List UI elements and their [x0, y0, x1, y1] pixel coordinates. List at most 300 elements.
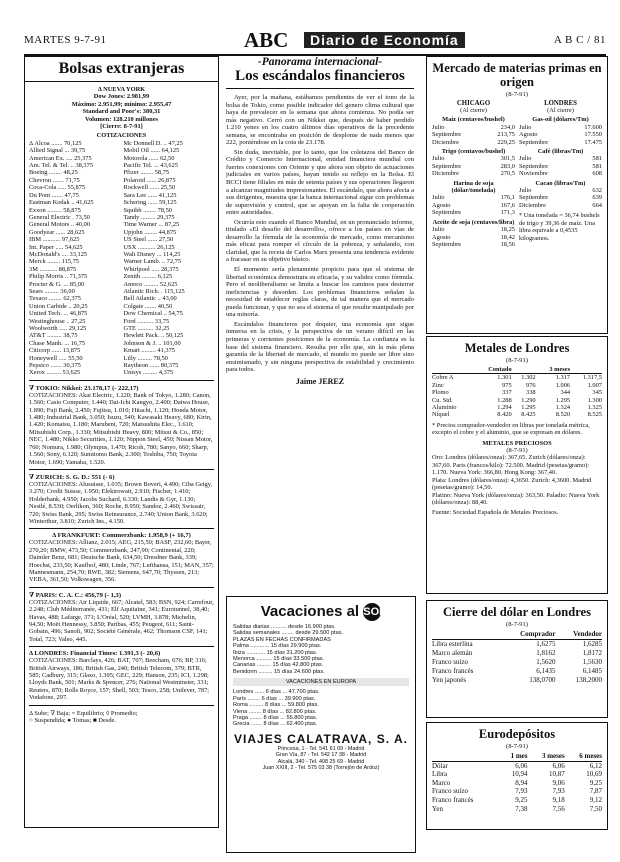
table-row [432, 374, 602, 382]
ny-summary-line: Dow Jones: 2.981,99 [93, 93, 150, 101]
quote-line: Rockwell ...... 25,50 [123, 184, 176, 192]
cierre-dolar-box [426, 600, 608, 718]
table-cell: 6,12 [589, 761, 602, 770]
table-cell: 1,6285 [582, 640, 602, 648]
commodity-cell: 17.600 [584, 123, 602, 131]
quote-line: Sara Lee ...... 41,125 [123, 191, 177, 199]
quote-line: IBM ........... 97,625 [29, 236, 80, 244]
section-title: Diario de Economía [304, 32, 465, 48]
table-cell: 337 [502, 389, 512, 397]
commodity-cell: 608 [592, 170, 602, 178]
chicago-head: CHICAGO [456, 100, 491, 107]
brand-logo: ABC [244, 28, 289, 52]
table-cell: 1.006 [555, 381, 571, 389]
table-row [432, 787, 602, 796]
table-row [432, 389, 602, 396]
quote-line: Lilly ......... 78,50 [123, 354, 168, 362]
commodity-row [432, 131, 515, 138]
ad-line: Canarias ......... 15 días 42.800 ptas. [233, 662, 324, 669]
quote-line: Coca-Cola ..... 55,875 [29, 184, 86, 192]
ad-line: Viena ........ 8 días ... 82.800 ptas. [233, 708, 317, 715]
commodity-cell: 270,5 [500, 170, 515, 178]
commodity-label: Gas-oil (dólares/Tm) [532, 116, 589, 124]
table-row [432, 658, 602, 667]
ad-title [227, 603, 415, 621]
materias-title: Mercado de materias primas en origen [432, 61, 602, 89]
table-header: Contado [473, 366, 512, 374]
quote-line: Du Pont ....... 47,75 [29, 191, 79, 199]
ad-europe-list [227, 689, 415, 727]
commodity-cell: 632 [592, 187, 602, 195]
ad-line: Praga ........ 8 días ... 55.800 ptas. [233, 714, 318, 721]
quote-line: Chevron ....... 71,75 [29, 176, 80, 184]
commodity-cell: 18,25 [500, 226, 515, 234]
commodity-cell: 639 [592, 194, 602, 202]
commodity-cell: Julio [432, 155, 445, 163]
table-cell: Plomo [432, 389, 449, 397]
commodity-cell: Julio [519, 123, 532, 131]
table-cell: 1.295 [521, 404, 536, 412]
commodity-cell: Diciembre [432, 138, 459, 146]
table-cell: 1.294 [497, 404, 512, 412]
table-cell: 6,06 [515, 761, 528, 770]
londres-text: COTIZACIONES: Barclays, 426; BAT, 707; Beecham, 676; BP, 316; British Airways, 186; British Gas, 240; British Telecom, 379; BTR, 585; Cadbury, 315; Glaxo, 1.395; GEC, 229; Hanson, 235; ICI, 1.298; Lloyds Bank, 501; Marks & Spencer, 276; National Westminster, 331; Reuters, 870; Rolls Royce, 157; Shell, 503; Tesco, 258; Unilever, 787; Vodafone, 297. [29, 657, 210, 702]
commodity-cell: 176,1 [500, 194, 515, 202]
quote-line: Honeywell ..... 55,50 [29, 354, 83, 362]
quote-line: General Motors .. 40,00 [29, 221, 91, 229]
ny-cotizaciones-label: COTIZACIONES [96, 132, 147, 140]
commodity-row [519, 194, 602, 201]
commodity-row [432, 124, 515, 131]
table-cell: Níquel [432, 411, 450, 419]
quote-line: Citicorp ...... 13,875 [29, 347, 81, 355]
article-paragraph: Ocurría esto cuando el Banco Mundial, en un pronunciado informe, titulado «El desafío del desarrollo», ofrece a los países en vías de desarrollo la fórmula de la economía de mercado, como mecanismo más eficaz para romper el círculo de la pobreza, y señalando, con claridad, que la receta de Carlos Marx presenta una tendencia evidente a fracasar en su objetivo básico. [226, 218, 414, 264]
table-cell: Libra esterlina [432, 640, 473, 648]
metales-footnote: * Precios comprador-vendedor en libras por tonelada métrica, excepto el cobre y el aluminio, que se expresan en dólares. [432, 421, 590, 437]
quote-line: Westinghouse .. 27,25 [29, 317, 86, 325]
commodity-row [432, 209, 515, 216]
article-paragraph: Sin duda, inevitable, por lo tanto, que los coletazos del Banco de Crédito y Comercio Internacional, entidad financiera mundial con fuertes conexiones con Oriente y que ahora son objeto de actuaciones judiciales en varios países, hayan tenido su reflejo en la Bolsa. El BCCI tiene filiales en más de setenta países y sus operaciones llegaron a alcanzar magnitudes impresionantes. El escándalo, que ahora afecta a sus dirigentes, muestra que la banca internacional sigue con problemas de supervisión y control, que se apoyan en la falta de cooperación entre autoridades. [226, 148, 414, 217]
table-header: 1 mes [500, 752, 528, 761]
commodity-row [519, 170, 602, 177]
commodity-row [519, 124, 602, 131]
quote-line: Bell Atlantic .. 43,00 [123, 295, 177, 303]
londres-unit: (Al cierre) [547, 107, 574, 114]
quote-line: Pfizer ........ 58,75 [123, 169, 170, 177]
bolsas-extranjeras-box [24, 56, 219, 828]
table-header: Comprador [499, 630, 556, 640]
preciosos-fuente: Fuente: Sociedad Española de Metales Preciosos. [432, 509, 559, 517]
table-cell: 1.301 [497, 374, 512, 382]
quote-line: Philip Morris .. 71,375 [29, 273, 88, 281]
article-byline: Jaime JEREZ [295, 376, 345, 386]
table-header: 6 meses [565, 752, 602, 761]
commodity-cell: Septiembre [432, 131, 462, 139]
chicago-unit: (Al cierre) [460, 107, 487, 114]
ny-quotes-left [29, 140, 120, 377]
table-cell: Dólar [432, 761, 448, 770]
commodity-label: Trigo (centavos/bushel) [441, 148, 506, 156]
table-row [432, 382, 602, 389]
quote-line: Polaroid ...... 26,875 [123, 176, 176, 184]
table-row [432, 640, 602, 650]
quote-line: Hewlett Pack. .. 50,125 [123, 332, 184, 340]
table-cell: 1.290 [521, 396, 536, 404]
commodity-row [432, 170, 515, 177]
quote-line: Upjohn ........ 44,875 [123, 228, 177, 236]
table-cell: Franco suizo [432, 658, 468, 666]
table-cell: Yen [432, 804, 443, 813]
ad-line: PLAZAS EN FECHAS CONFIRMADAS [233, 636, 331, 643]
commodity-cell: Agosto [432, 201, 451, 209]
table-header: 3 meses [527, 752, 564, 761]
table-cell: 9,18 [552, 795, 565, 804]
ad-europe-band: VACACIONES EN EUROPA [233, 678, 409, 686]
table-cell: 9,25 [589, 778, 602, 787]
commodity-row [432, 202, 515, 209]
metales-date: (8-7-91) [506, 357, 528, 364]
commodity-cell: Septiembre [432, 240, 462, 248]
commodity-cell: 664 [592, 201, 602, 209]
article-body [226, 94, 414, 374]
quote-line: US Steel ...... 27,50 [123, 236, 174, 244]
paris-text: COTIZACIONES: Air Liquide, 667; Alcatel, 583; BSN, 924; Carrefour, 2.248; Club Méditerranée, 431; Elf Aquitaine, 341; Eurotunnel, 38,40; Havas, 488; Lafarge, 371; L'Oréal, 520; LVMH, 3.878; Michelin, 94,50; Moët Hennessy, 3.850; Paribas, 455; Peugeot, 611; Saint-Gobain, 496; Sanofi, 902; Société Générale, 462; Thomson CSF, 141; Total, 723; Valeo, 445. [29, 598, 214, 643]
commodity-cell: Julio [432, 226, 445, 234]
commodity-cell: 18,56 [500, 240, 515, 248]
chicago-col [432, 100, 515, 248]
quote-line: Whirlpool ..... 28,375 [123, 265, 179, 273]
article-paragraph: Escándalos financieros por doquier, una economía que sigue inmersa en la crisis, y la perspectiva de un verano difícil en las primeras y corrientes posiciones de la economía. La confianza es la base del sistema financiero. Resulta por ello que, sin la más plena garantía de la libertad de mercado, el mundo no puede ser libre sino ensimismado, y sin ninguna perspectiva de estabilidad y crecimiento para todos. [226, 320, 414, 374]
londres-commodity-head: LONDRES [544, 100, 577, 107]
ad-address [227, 746, 415, 772]
quote-line: Sears ......... 36,00 [29, 287, 75, 295]
masthead [24, 28, 606, 56]
table-cell: 8.425 [521, 411, 536, 419]
sun-icon: SOL [363, 603, 381, 621]
ny-quotes [29, 140, 214, 377]
table-cell: 10,69 [586, 770, 602, 779]
quote-line: Zenith ......... 6,125 [123, 273, 173, 281]
quote-line: Merck ........ 115,75 [29, 258, 79, 266]
table-cell: Marco [432, 778, 451, 787]
quote-line: USX ........... 26,125 [123, 243, 175, 251]
ad-line: Londres ...... 6 días ... 47.700 ptas. [233, 689, 320, 696]
ad-line: Salidas semanales ........ desde 29.500 ptas. [233, 630, 344, 637]
commodity-cell: Julio [432, 123, 445, 131]
preciosos-date: (8-7-91) [506, 447, 528, 455]
table-cell: 1.007 [587, 381, 602, 389]
commodity-cell: 581 [592, 155, 602, 163]
commodity-cell: Noviembre [519, 170, 548, 178]
table-cell: 1.302 [521, 374, 536, 382]
table-cell: 138,0700 [529, 676, 556, 684]
ny-summary-line: Standard and Poor's: 380,31 [82, 108, 161, 116]
quote-line: Motorola ...... 62,50 [123, 154, 175, 162]
commodity-row [432, 226, 515, 233]
commodity-cell: Agosto [432, 233, 451, 241]
ad-line: Grecia ....... 8 días ... 62.400 ptas. [233, 721, 318, 728]
londres-head: Δ LONDRES: Financial Times: 1.391,3 (- 20,6) [29, 650, 161, 658]
paris-head: ∇ PARIS: C. A. C.: 456,79 (- 1,3) [29, 591, 122, 599]
chicago-groups [432, 116, 515, 248]
preciosos-platino: Platino: Nueva York (dólares/onza): 363,50. Paladio: Nueva York (dólares/onza): 88,40. [432, 491, 600, 506]
table-cell: 8.525 [587, 411, 602, 419]
materias-primas-box [426, 56, 608, 334]
quote-line: McDonald's .... 33,125 [29, 250, 88, 258]
table-cell: 1.317,5 [582, 374, 602, 382]
table-cell: 7,50 [589, 804, 602, 813]
commodity-row [432, 155, 515, 162]
table-header: 3 meses [536, 366, 571, 374]
table-header [432, 752, 500, 761]
legend-line-2: ○ Suspendida; ● Tomas; ■ Desde. [29, 717, 116, 725]
materias-date: (8-7-91) [506, 91, 528, 98]
table-cell: 345 [592, 389, 602, 397]
quote-line: Colgate ....... 40,50 [123, 302, 173, 310]
euro-date: (8-7-91) [506, 743, 528, 750]
ad-company: VIAJES CALATRAVA, S. A. [234, 731, 408, 746]
quote-line: Unisys ......... 4,375 [123, 369, 174, 377]
table-header [432, 630, 499, 640]
table-cell: Franco suizo [432, 787, 468, 796]
table-row [432, 649, 602, 658]
table-cell: 976 [526, 381, 536, 389]
commodity-row [519, 131, 602, 138]
quote-line: Mc Donnell D. .. 47,25 [123, 139, 183, 147]
table-cell: 8.520 [555, 411, 571, 419]
commodity-cell: Diciembre [432, 170, 459, 178]
commodity-cell: 581 [592, 162, 602, 170]
table-cell: 7,38 [515, 804, 528, 813]
page-number: A B C / 81 [553, 34, 606, 46]
zurich-text: COTIZACIONES: Alusuisse, 1.035; Brown Boveri, 4.490; Ciba Geigy, 3.270; Credit Suisse, 1.950; Elektrowatt, 2.910; Fischer, 1.410; Holderbank, 4.950; Jacobs Suchard, 6.330; Landis & Gyr, 1.130; Nestlé, 8.530; Oerlikon, 360; Roche, 8.950; Sandoz, 2.460; Swissair, 720; Swiss Bank, 295; Swiss Reinsurance, 2.740; Union Bank, 3.620; Winterthur, 3.810; Zurich Ins., 4.150. [29, 480, 213, 525]
commodity-row [519, 187, 602, 194]
table-cell: Cobre A [432, 374, 454, 382]
tokio-text: COTIZACIONES: Akai Electric, 1.220; Bank of Tokyo, 1.280; Canon, 1.560; Casio Computer, 1.440; Dai-Ichi Kangyo, 2.400; Daiwa House, 1.890; Fuji Bank, 2.450; Fujitsu, 1.010; Hitachi, 1.120; Honda Motor, 1.480; Industrial Bank, 3.050; Isuzu, 540; Kawasaki Heavy, 680; Kirin, 1.420; Komatsu, 1.180; Marubeni, 720; Matsushita Elec., 1.610; Mitsubishi Corp., 1.330; Mitsubishi Heavy, 800; Mitsui & Co., 850; NEC, 1.480; Nikko Securities, 1.120; Nippon Steel, 450; Nissan Motor, 760; Nomura, 1.980; Olympus, 1.470; Ricoh, 780; Sanyo, 660; Sharp, 1.560; Sony, 6.120; Sumitomo Bank, 2.300; Toshiba, 750; Toyota Motor, 1.690; Yamaha, 1.520. [29, 391, 213, 466]
commodity-cell: 213,75 [497, 131, 515, 139]
commodity-row [519, 155, 602, 162]
quote-line: Texaco ........ 62,375 [29, 295, 81, 303]
table-cell: 1.317 [555, 374, 571, 382]
commodity-row [519, 163, 602, 170]
commodity-cell: Septiembre [519, 194, 549, 202]
quote-line: Exxon ......... 58,875 [29, 206, 81, 214]
table-cell: Libra [432, 770, 448, 779]
quote-line: Schering ...... 59,125 [123, 199, 177, 207]
table-cell: 7,93 [515, 787, 528, 796]
table-cell: 7,87 [589, 787, 602, 796]
ny-summary-line: [Cierre: 8-7-91] [100, 123, 143, 131]
article-panorama [226, 56, 414, 566]
table-cell: 8,94 [515, 778, 528, 787]
table-cell: 6,1485 [582, 667, 602, 675]
quote-line: Pacific Tel. ... 43,625 [123, 162, 178, 170]
table-cell: 1.295 [555, 396, 571, 404]
quote-line: Dow Chemical .. 54,75 [123, 310, 183, 318]
commodity-row [432, 234, 515, 241]
commodity-cell: Septiembre [519, 138, 549, 146]
commodity-cell: 17.550 [584, 131, 602, 139]
table-header [512, 366, 536, 374]
quote-line: Allied Signal ... 39,75 [29, 147, 86, 155]
quote-line: 3M ........... 88,875 [29, 265, 77, 273]
table-cell: 7,93 [552, 787, 565, 796]
preciosos-oro: Oro: Londres (dólares/onza): 367,65. Zurich (dólares/onza): 367,60. Paris (francos/kilo): 72.500. Madrid (pesetas/gramo): 1.170. Nueva York: 366,80. Hong Kong: 367,40. [432, 454, 590, 477]
article-paragraph: Ayer, por la mañana, estábamos pendientes de ver el tono de la bolsa de Tokio, como posible indicador del genero clima cultural que haya de prevalecer en la semana que ahora comienza. No podía ser más negativo. Cerró con un Nikkei que, después de haber perdido 1.210 yenes en los cuatro últimos días operativos de la precedente semana, se encontraba en posición de desplome de nada menos que 222, poniéndose en la cota de 23.178. [226, 94, 414, 147]
commodity-cell: Agosto [519, 131, 538, 139]
ad-title-text: Vacaciones al [260, 603, 360, 620]
table-cell: 1.288 [497, 396, 512, 404]
commodity-cell: Julio [519, 155, 532, 163]
commodity-cell: Julio [432, 194, 445, 202]
commodity-cell: Septiembre [432, 162, 462, 170]
ny-head: Δ NUEVA YORK [97, 86, 146, 93]
table-cell: Aluminio [432, 404, 457, 412]
quote-line: Tandy ......... 29,375 [123, 213, 175, 221]
ad-address-line: Princesa, 1 - Tel. 541 61 09 - Madrid [277, 745, 365, 752]
commodity-cell: 167,6 [500, 201, 515, 209]
quote-line: GTE .......... 32,25 [123, 325, 170, 332]
quote-line: Int. Paper ..... 54,625 [29, 243, 83, 251]
table-header [432, 366, 473, 374]
table-cell: 138,2000 [575, 676, 602, 684]
quote-line: Woolworth ..... 29,125 [29, 325, 87, 332]
quote-line: Union Carbide .. 20,25 [29, 302, 88, 310]
bolsas-title: Bolsas extranjeras [25, 57, 218, 82]
commodity-row [519, 202, 602, 209]
materias-note: * Una tonelada = 36,74 bushels de trigo y 39,36 de maíz. Una libra equivale a 0,4535 kilogramos. [519, 212, 600, 242]
quote-line: Eastman Kodak .. 41,625 [29, 199, 94, 207]
article-kicker: -Panorama internacional- [257, 56, 383, 68]
table-cell: 1,8162 [536, 649, 556, 657]
quote-line: Kmart ......... 41,375 [123, 347, 175, 355]
commodity-cell: 171,3 [500, 209, 515, 217]
zurich-head: ∇ ZURICH: S. G. D.: 551 (- 6) [29, 473, 115, 481]
commodity-label: Café (libras/Tm) [537, 148, 584, 156]
table-header [570, 366, 602, 374]
commodity-row [432, 163, 515, 170]
table-cell: 9,12 [589, 795, 602, 804]
ad-line: Menorca .......... 15 días 33.500 ptas. [233, 656, 325, 663]
euro-title: Eurodepósitos [478, 727, 556, 741]
dolar-table [432, 630, 602, 685]
quote-line: Boeing ........ 48,25 [29, 169, 78, 177]
metales-table [432, 366, 602, 419]
dolar-title: Cierre del dólar en Londres [443, 605, 591, 619]
ad-price-list [227, 624, 415, 675]
table-cell: 1,8172 [582, 649, 602, 657]
quote-line: Squibb ........ 78,50 [123, 206, 172, 214]
ad-line: París ........ 6 días ... 39.900 ptas. [233, 695, 316, 702]
legend-line-1: Δ Sube; ∇ Baja; = Equilibrio; ◊ Promedio; [29, 709, 138, 717]
quote-line: Xerox ......... 53,625 [29, 369, 81, 377]
table-row [432, 404, 602, 411]
dolar-date: (8-7-91) [506, 621, 528, 628]
table-cell: 9,25 [515, 795, 528, 804]
commodity-label: Aceite de soja (centavos/libra) [432, 218, 515, 226]
commodity-cell: Septiembre [519, 162, 549, 170]
table-cell: 6,1435 [536, 667, 556, 675]
preciosos-plata: Plata: Londres (dólares/onza): 4,3650. Zurich: 4,3600. Madrid (pesetas/gramo): 14,50. [432, 476, 592, 492]
quote-line: Δ Alcoa ....... 70,125 [29, 139, 82, 147]
table-cell: 10,87 [548, 770, 565, 779]
tokio-head: ∇ TOKIO: Nikkei: 23.178,17 (- 222,17) [29, 384, 139, 392]
quote-line: Johnson & J. .. 101,00 [123, 339, 181, 347]
ny-quotes-right [124, 140, 215, 377]
table-row [432, 796, 602, 805]
quote-line: Warner Lamb. .. 72,75 [123, 258, 182, 266]
article-paragraph: El momento sería plenamente propicio para que el sistema de libertad económica demostrara su eficacia, y su validez como fórmula. Pero el neoliberalismo se limita a buscar los caminos para desterrar ineficiencias y desorden. Los problemas financieros señalan la necesidad de establecer reglas claras, de tal manera que el mercado pueda funcionar, y que no sea el sistema el que resulte manipulado por una minoría. [226, 266, 414, 319]
quote-line: Procter & G. ... 85,00 [29, 280, 85, 288]
table-cell: Yen japonés [432, 676, 467, 684]
table-cell: 1.324 [555, 404, 571, 412]
preciosos-head: METALES PRECIOSOS [482, 439, 552, 447]
table-cell: 1.300 [587, 396, 602, 404]
quote-line: AT&T ......... 38,75 [29, 332, 78, 340]
ad-address-line: Alcalá, 340 - Tel. 408 25 69 - Madrid [277, 758, 365, 765]
quote-line: American Ex. .... 25,375 [29, 154, 92, 162]
commodity-row [432, 194, 515, 201]
euro-table [432, 752, 602, 813]
quote-line: Am. Tel. & Tel. .. 38,375 [29, 162, 94, 170]
ad-address-line: Juan XXIII, 2 - Tel. 575 03 38 (Torrejón de Ardoz) [262, 764, 380, 771]
frankfurt-head: Δ FRANKFURT: Commerzbank: 1.958,9 (+ 16,7) [52, 532, 191, 540]
ad-line: Salidas diarias .......... desde 16.900 ptas. [233, 624, 336, 631]
travel-advertisement [226, 596, 416, 853]
commodity-label: Cacao (libras/Tm) [535, 179, 586, 187]
quote-line: Ford .......... 33,75 [123, 317, 170, 325]
table-row [432, 397, 602, 404]
quote-line: Walt Disney ... 114,25 [123, 250, 181, 258]
article-title: Los escándalos financieros [226, 68, 414, 89]
table-cell: Zinc [432, 381, 444, 389]
ad-line: Ibiza ............ 15 días 31.200 ptas. [233, 649, 318, 656]
metales-title: Metales de Londres [464, 341, 570, 355]
quote-line: Amoco ......... 52,625 [123, 280, 178, 288]
table-cell: 975 [502, 381, 512, 389]
commodity-cell: 283,0 [500, 162, 515, 170]
table-cell: 7,56 [552, 804, 565, 813]
table-cell: 9,06 [552, 778, 565, 787]
table-header: Vendedor [555, 630, 602, 640]
table-row [432, 770, 602, 779]
table-row [432, 411, 602, 418]
londres-groups [519, 116, 602, 209]
commodity-row [432, 241, 515, 248]
ad-line: Benidorm ......... 15 días 24.600 ptas. [233, 668, 325, 675]
table-cell: 338 [526, 389, 536, 397]
quote-line: Chase Manh. ... 16,75 [29, 339, 86, 347]
table-cell: 1,5620 [536, 658, 556, 666]
table-row [432, 779, 602, 788]
table-cell: Cu. Std. [432, 396, 453, 404]
table-cell: 1,5630 [582, 658, 602, 666]
ny-summary-line: Máximo: 2.951,99; mínimo: 2.955,47 [71, 100, 172, 108]
commodity-cell: 17.475 [584, 138, 602, 146]
table-cell: 344 [560, 389, 571, 397]
table-row [432, 805, 602, 814]
commodity-row [519, 139, 602, 146]
table-row [432, 761, 602, 770]
table-cell: 8.420 [497, 411, 512, 419]
table-cell: Marco alemán [432, 649, 473, 657]
table-cell: 6,06 [552, 761, 565, 770]
table-cell: 1.325 [587, 404, 602, 412]
table-cell: Franco francés [432, 795, 474, 804]
commodity-row [432, 139, 515, 146]
frankfurt-text: COTIZACIONES: Allianz, 2.015; AEG, 215,50; BASF, 232,60; Bayer, 270,20; BMW, 473,50; Commerzbank, 247,90; Continental, 220; Daimler Benz, 681; Deutsche Bank, 634,50; Dresdner Bank, 339; Hoechst, 233,50; Kaufhof, 480; Linde, 767; Lufthansa, 151; MAN, 357; Mannesmann, 254,70; RWE, 382; Siemens, 647,70; Thyssen, 213; VEBA, 361,50; Volkswagen, 356. [29, 539, 214, 584]
commodity-cell: 234,0 [500, 123, 515, 131]
